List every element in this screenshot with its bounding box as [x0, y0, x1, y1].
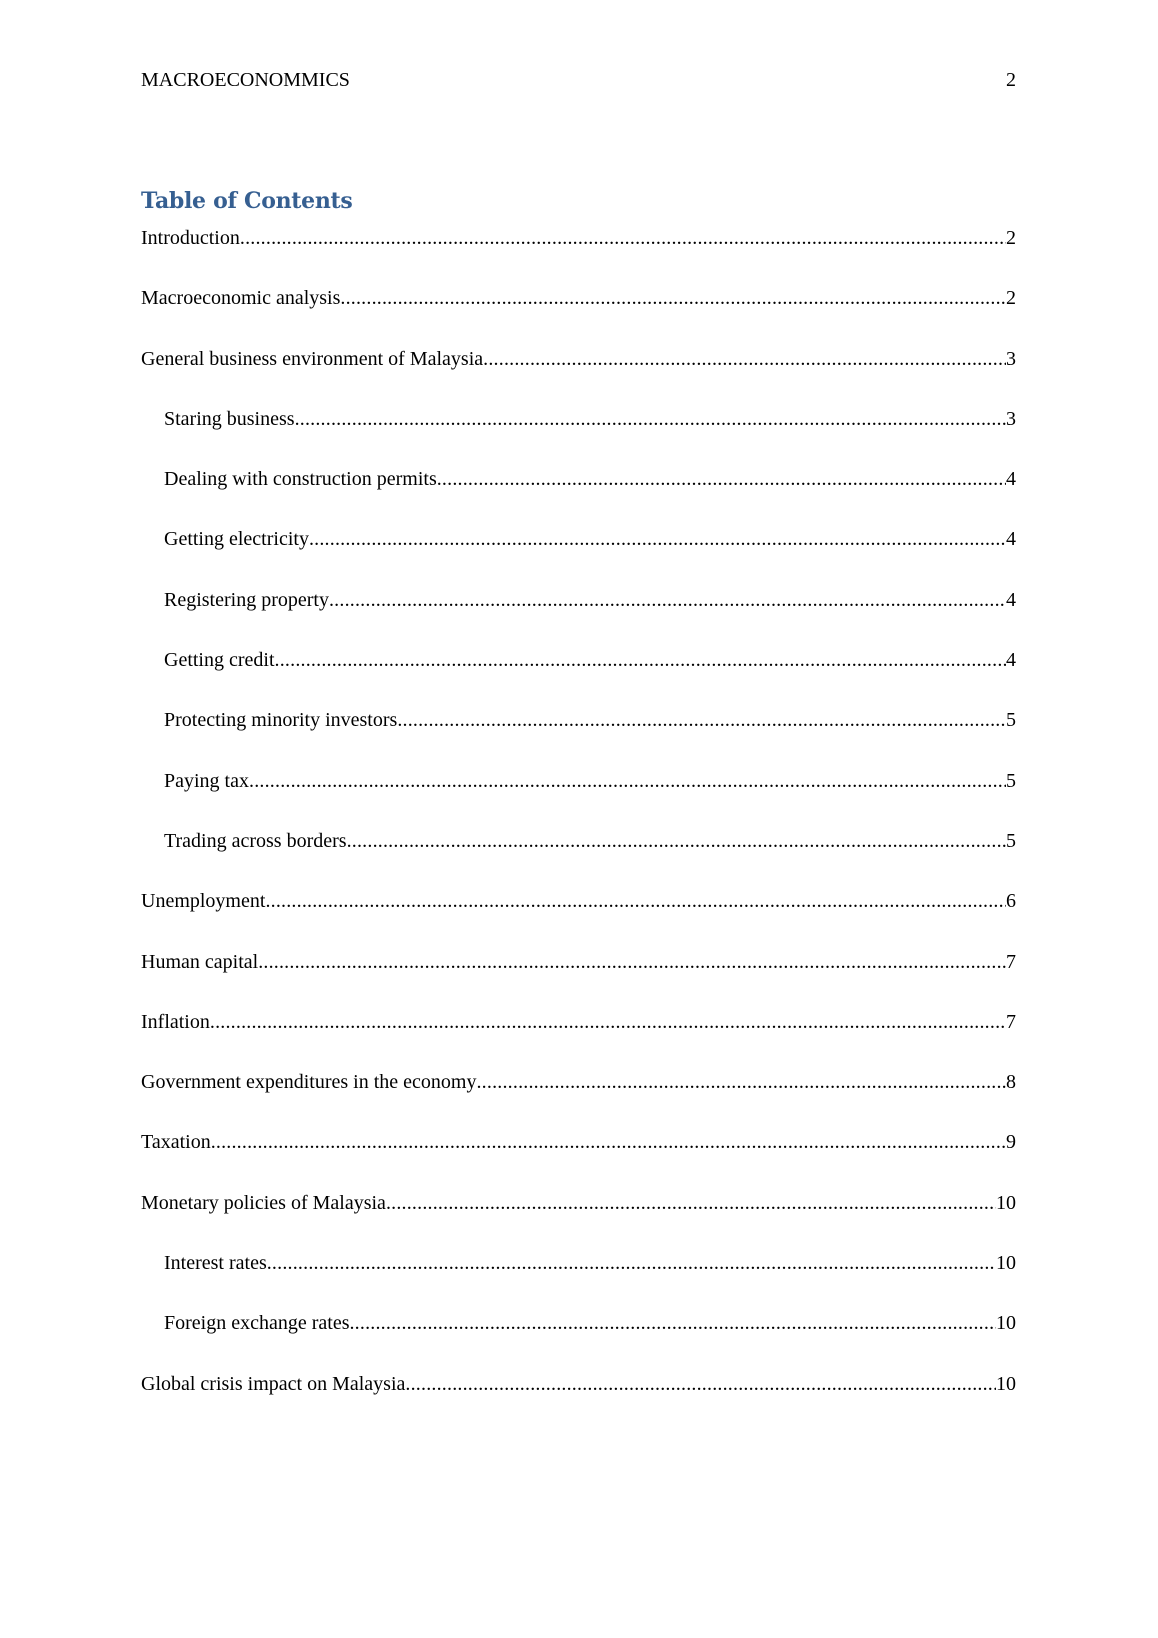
toc-entry-label[interactable]: Paying tax [164, 769, 249, 792]
running-header-title: MACROECONOMMICS [141, 69, 350, 91]
toc-entry[interactable] [141, 769, 1016, 793]
dot-leader [265, 889, 1006, 913]
dot-leader [397, 708, 1006, 732]
toc-entry[interactable] [141, 1070, 1016, 1094]
toc-entry-page[interactable]: 10 [996, 1252, 1016, 1275]
toc-entry-label[interactable]: Government expenditures in the economy [141, 1071, 477, 1094]
toc-entry-page[interactable]: 10 [996, 1312, 1016, 1335]
toc-entry[interactable] [141, 1372, 1016, 1396]
toc-entry[interactable] [141, 347, 1016, 371]
dot-leader [309, 527, 1006, 551]
toc-entry-label[interactable]: Registering property [164, 588, 329, 611]
dot-leader [267, 1251, 996, 1275]
toc-entry-page[interactable]: 9 [1006, 1131, 1016, 1154]
toc-entry[interactable] [141, 889, 1016, 913]
dot-leader [295, 407, 1006, 431]
dot-leader [483, 347, 1006, 371]
toc-entry-label[interactable]: General business environment of Malaysia [141, 347, 484, 370]
toc-entry-label[interactable]: Foreign exchange rates [164, 1312, 350, 1335]
toc-entry[interactable] [141, 1010, 1016, 1034]
toc-entry-label[interactable]: Dealing with construction permits [164, 468, 437, 491]
toc-entry-page[interactable]: 5 [1006, 709, 1016, 732]
toc-entry[interactable] [141, 708, 1016, 732]
toc-entry-label[interactable]: Getting electricity [164, 528, 309, 551]
dot-leader [275, 648, 1006, 672]
toc-entry-page[interactable]: 4 [1006, 649, 1016, 672]
toc-entry-page[interactable]: 7 [1006, 950, 1016, 973]
toc-entry[interactable] [141, 1251, 1016, 1275]
toc-entry-label[interactable]: Monetary policies of Malaysia [141, 1191, 386, 1214]
table-of-contents [141, 226, 1016, 1432]
dot-leader [386, 1191, 996, 1215]
dot-leader [211, 1130, 1006, 1154]
toc-entry-page[interactable]: 4 [1006, 468, 1016, 491]
toc-entry[interactable] [141, 588, 1016, 612]
toc-entry-page[interactable]: 10 [996, 1372, 1016, 1395]
toc-entry-page[interactable]: 5 [1006, 829, 1016, 852]
toc-entry[interactable] [141, 527, 1016, 551]
toc-entry[interactable] [141, 1191, 1016, 1215]
toc-entry-page[interactable]: 7 [1006, 1010, 1016, 1033]
dot-leader [258, 950, 1006, 974]
dot-leader [347, 829, 1006, 853]
toc-entry-label[interactable]: Unemployment [141, 890, 266, 913]
toc-entry-label[interactable]: Inflation [141, 1010, 210, 1033]
toc-entry-label[interactable]: Human capital [141, 950, 259, 973]
toc-entry-label[interactable]: Interest rates [164, 1252, 267, 1275]
toc-entry[interactable] [141, 407, 1016, 431]
dot-leader [210, 1010, 1006, 1034]
toc-entry-label[interactable]: Global crisis impact on Malaysia [141, 1372, 406, 1395]
dot-leader [240, 226, 1006, 250]
toc-entry-label[interactable]: Staring business [164, 407, 295, 430]
toc-entry-label[interactable]: Introduction [141, 227, 240, 249]
toc-entry-page[interactable]: 3 [1006, 347, 1016, 370]
toc-entry-page[interactable]: 3 [1006, 407, 1016, 430]
toc-entry-page[interactable]: 2 [1006, 287, 1016, 310]
toc-entry-page[interactable]: 2 [1006, 227, 1016, 249]
toc-entry-label[interactable]: Protecting minority investors [164, 709, 398, 732]
toc-entry-page[interactable]: 8 [1006, 1071, 1016, 1094]
toc-entry-page[interactable]: 6 [1006, 890, 1016, 913]
toc-entry-page[interactable]: 10 [996, 1191, 1016, 1214]
toc-entry[interactable] [141, 467, 1016, 491]
toc-entry[interactable] [141, 286, 1016, 310]
dot-leader [405, 1372, 996, 1396]
toc-entry-page[interactable]: 4 [1006, 588, 1016, 611]
toc-entry[interactable] [141, 950, 1016, 974]
toc-entry-page[interactable]: 5 [1006, 769, 1016, 792]
dot-leader [340, 286, 1006, 310]
toc-entry-label[interactable]: Macroeconomic analysis [141, 287, 341, 310]
dot-leader [329, 588, 1006, 612]
toc-entry[interactable] [141, 648, 1016, 672]
toc-entry[interactable] [141, 226, 1016, 250]
dot-leader [349, 1311, 996, 1335]
toc-entry-label[interactable]: Trading across borders [164, 829, 347, 852]
toc-entry-label[interactable]: Taxation [141, 1131, 211, 1154]
dot-leader [476, 1070, 1006, 1094]
toc-entry[interactable] [141, 1311, 1016, 1335]
toc-entry-label[interactable]: Getting credit [164, 649, 275, 672]
dot-leader [249, 769, 1006, 793]
toc-heading: Table of Contents [141, 188, 353, 214]
page-number: 2 [1006, 69, 1016, 91]
dot-leader [437, 467, 1006, 491]
toc-entry[interactable] [141, 1130, 1016, 1154]
toc-entry[interactable] [141, 829, 1016, 853]
toc-entry-page[interactable]: 4 [1006, 528, 1016, 551]
